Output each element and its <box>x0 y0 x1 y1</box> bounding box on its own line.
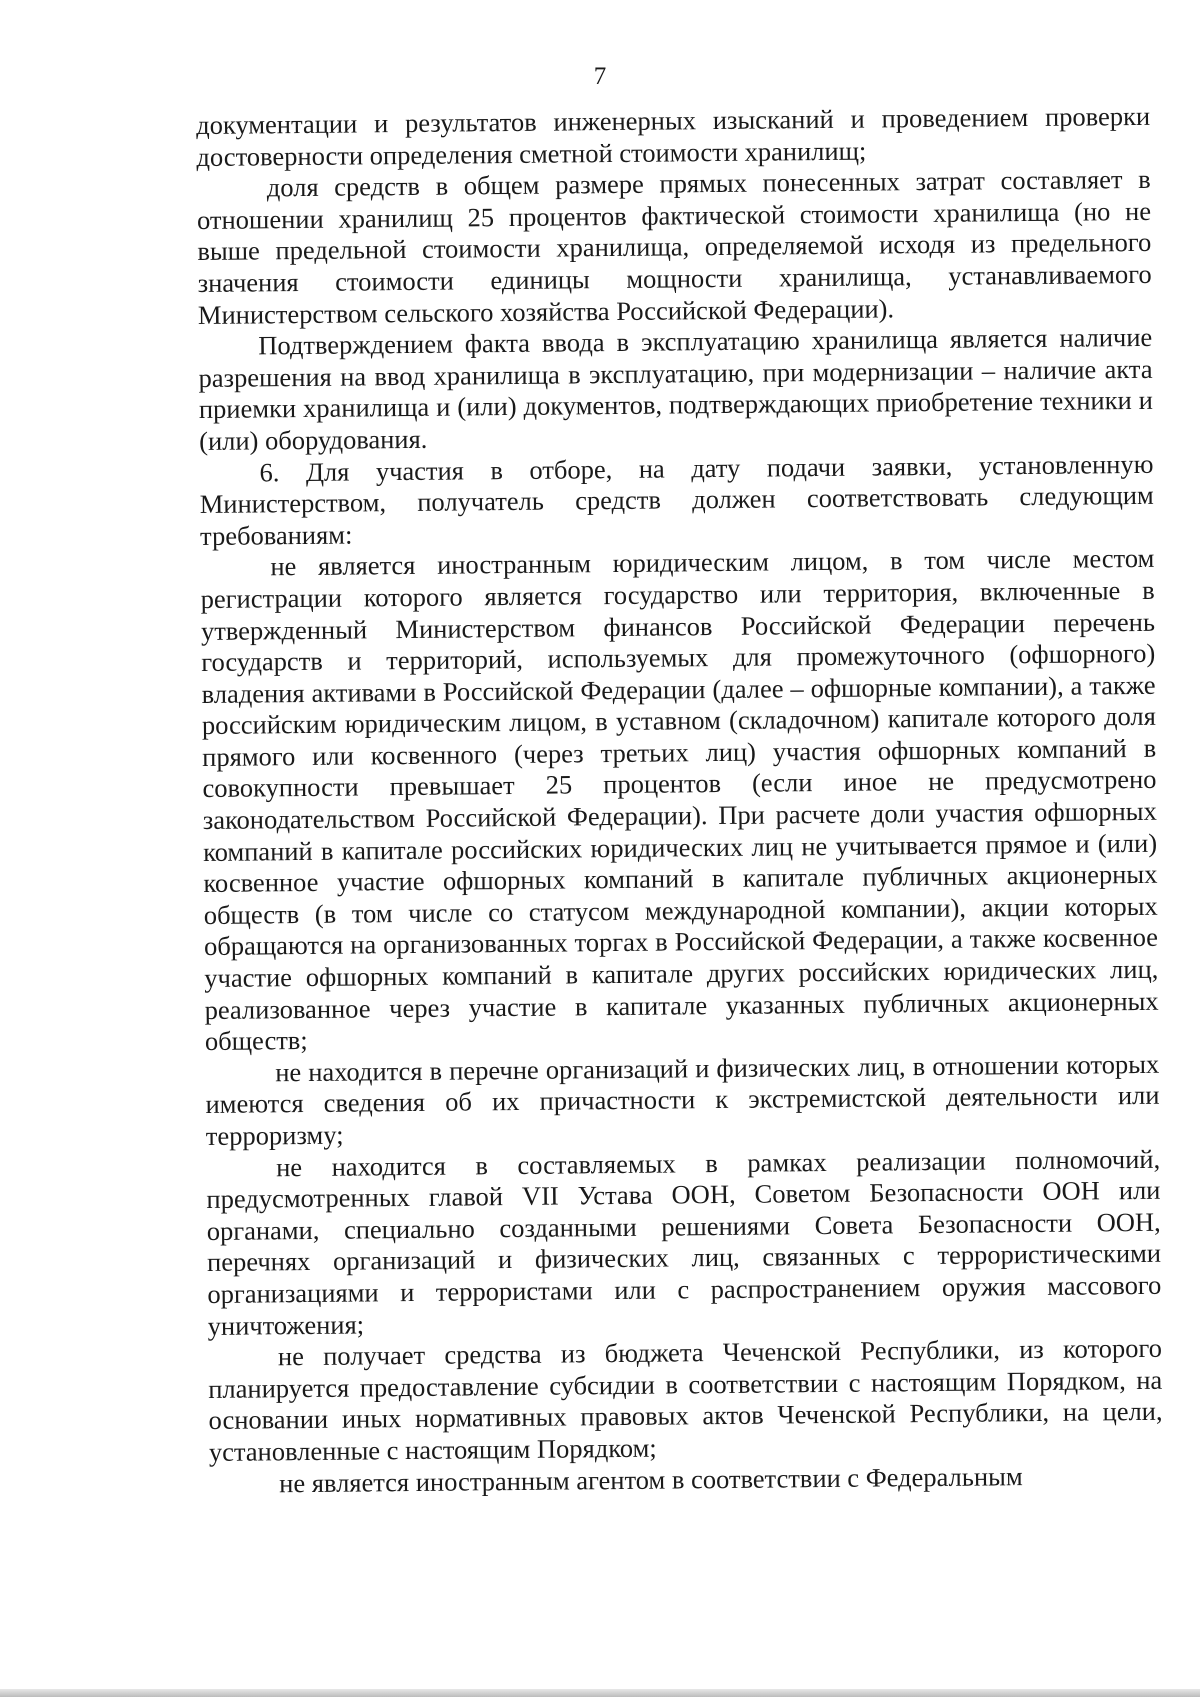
page-number: 7 <box>593 63 607 90</box>
paragraph-selection-requirements: 6. Для участия в отборе, на дату подачи заявки, установленную Министерством, получатель средств должен соответствовать следующим требованиям: <box>199 448 1154 551</box>
paragraph-foreign-agent-requirement: не является иностранным агентом в соответствии с Федеральным <box>279 1460 1023 1498</box>
document-body <box>196 101 1163 1500</box>
paragraph-un-sanctions-requirement: не находится в составляемых в рамках реализации полномочий, предусмотренных главой VII Устава ООН, Советом Безопасности ООН или органами, специально созданными решениями Совета Безопасности ООН, перечнях организаций и физических лиц, связанных с террористическими организациями и террористами или с распространением оружия массового уничтожения; <box>206 1143 1162 1341</box>
paragraph-offshore-requirement: не является иностранным юридическим лицом, в том числе местом регистрации которого является государство или территория, включенные в утвержденный Министерством финансов Российской Федерации перечень государств и территорий, используемых для промежуточного (офшорного) владения активами в Российской Федерации (далее – офшорные компании), а также российским юридическим лицом, в уставном (складочном) капитале которого доля прямого или косвенного (через третьих лиц) участия офшорных компаний в совокупности превышает 25 процентов (если иное не предусмотрено законодательством Российской Федерации). При расчете доли участия офшорных компаний в капитале российских юридических лиц не учитывается прямое и (или) косвенное участие офшорных компаний в капитале публичных акционерных обществ (в том числе со статусом международной компании), акции которых обращаются на организованных торгах в Российской Федерации, а также косвенное участие офшорных компаний в капитале других российских юридических лиц, реализованное через участие в капитале указанных публичных акционерных обществ; <box>200 543 1159 1057</box>
scan-bottom-edge <box>0 1689 1200 1697</box>
paragraph-commissioning-confirmation: Подтверждением факта ввода в эксплуатацию хранилища является наличие разрешения на ввод хранилища в эксплуатацию, при модернизации – наличие акта приемки хранилища и (или) документов, подтверждающих приобретение техники и (или) оборудования. <box>198 321 1153 456</box>
paragraph-extremism-list-requirement: не находится в перечне организаций и физических лиц, в отношении которых имеются сведения об их причастности к экстремистской деятельности или терроризму; <box>205 1048 1160 1151</box>
paragraph-budget-funds-requirement: не получает средства из бюджета Чеченской Республики, из которого планируется предоставление субсидии в соответствии с настоящим Порядком, на основании иных нормативных правовых актов Чеченской Республики, на цели, установленные с настоящим Порядком; <box>208 1332 1163 1467</box>
paragraph-documentation-continuation: документации и результатов инженерных изысканий и проведением проверки достоверности определения сметной стоимости хранилищ; <box>196 100 1151 172</box>
paragraph-share-of-funds: доля средств в общем размере прямых понесенных затрат составляет в отношении хранилищ 25 процентов фактической стоимости хранилища (но не выше предельной стоимости хранилища, определяемой исходя из предельного значения стоимости единицы мощности хранилища, устанавливаемого Министерством сельского хозяйства Российской Федерации). <box>196 164 1152 330</box>
